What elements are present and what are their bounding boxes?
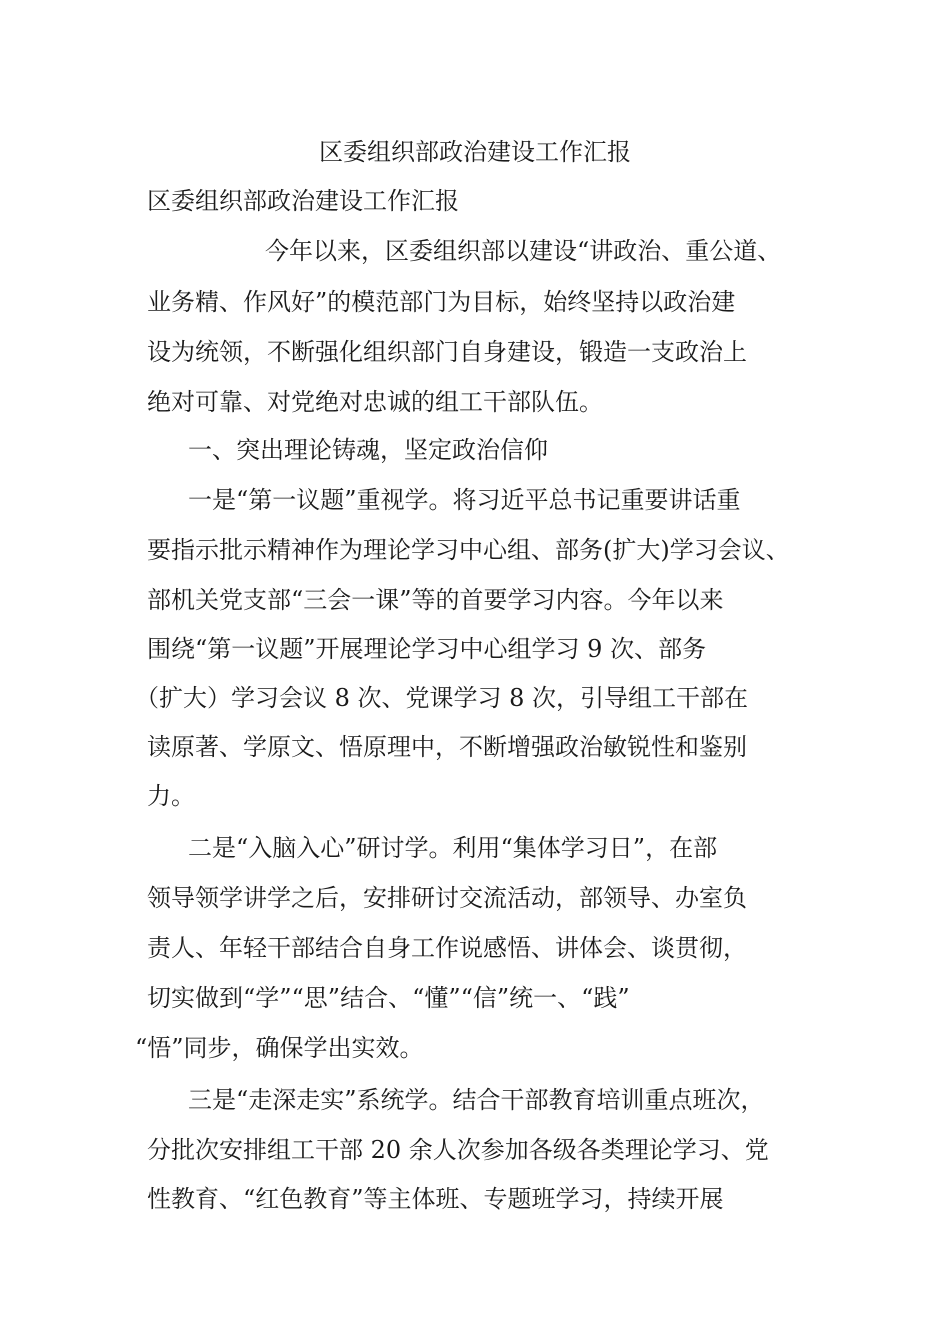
paragraph-line: 业务精、作风好”的模范部门为目标，始终坚持以政治建 [147, 288, 736, 316]
paragraph-line: 绝对可靠、对党绝对忠诚的组工干部队伍。 [147, 388, 603, 416]
paragraph-line: 三是“走深走实”系统学。结合干部教育培训重点班次， [188, 1086, 765, 1114]
paragraph-line: 力。 [147, 782, 195, 810]
paragraph-line: 责人、年轻干部结合自身工作说感悟、讲体会、谈贯彻， [147, 934, 747, 962]
paragraph-line: 设为统领，不断强化组织部门自身建设，锻造一支政治上 [147, 338, 747, 366]
paragraph-line: 要指示批示精神作为理论学习中心组、部务(扩大)学习会议、 [147, 536, 790, 564]
paragraph-line: 读原著、学原文、悟原理中，不断增强政治敏锐性和鉴别 [147, 733, 747, 761]
paragraph-line: 领导领学讲学之后，安排研讨交流活动，部领导、办室负 [147, 884, 747, 912]
paragraph-line: 切实做到“学”“思”结合、“懂”“信”统一、“践” [147, 984, 630, 1012]
paragraph-line: 性教育、“红色教育”等主体班、专题班学习，持续开展 [147, 1185, 724, 1213]
paragraph-line: （扩大）学习会议 8 次、党课学习 8 次，引导组工干部在 [135, 684, 749, 712]
section-heading: 一、突出理论铸魂，坚定政治信仰 [188, 436, 548, 464]
paragraph-line: 今年以来，区委组织部以建设“讲政治、重公道、 [265, 237, 782, 265]
paragraph-line: “悟”同步，确保学出实效。 [135, 1034, 424, 1062]
subtitle-line: 区委组织部政治建设工作汇报 [147, 187, 459, 215]
paragraph-line: 分批次安排组工干部 20 余人次参加各级各类理论学习、党 [147, 1136, 769, 1164]
paragraph-line: 部机关党支部“三会一课”等的首要学习内容。今年以来 [147, 586, 724, 614]
paragraph-line: 围绕“第一议题”开展理论学习中心组学习 9 次、部务 [147, 635, 707, 663]
document-title: 区委组织部政治建设工作汇报 [319, 138, 631, 166]
paragraph-line: 二是“入脑入心”研讨学。利用“集体学习日”，在部 [188, 834, 718, 862]
paragraph-line: 一是“第一议题”重视学。将习近平总书记重要讲话重 [188, 486, 741, 514]
